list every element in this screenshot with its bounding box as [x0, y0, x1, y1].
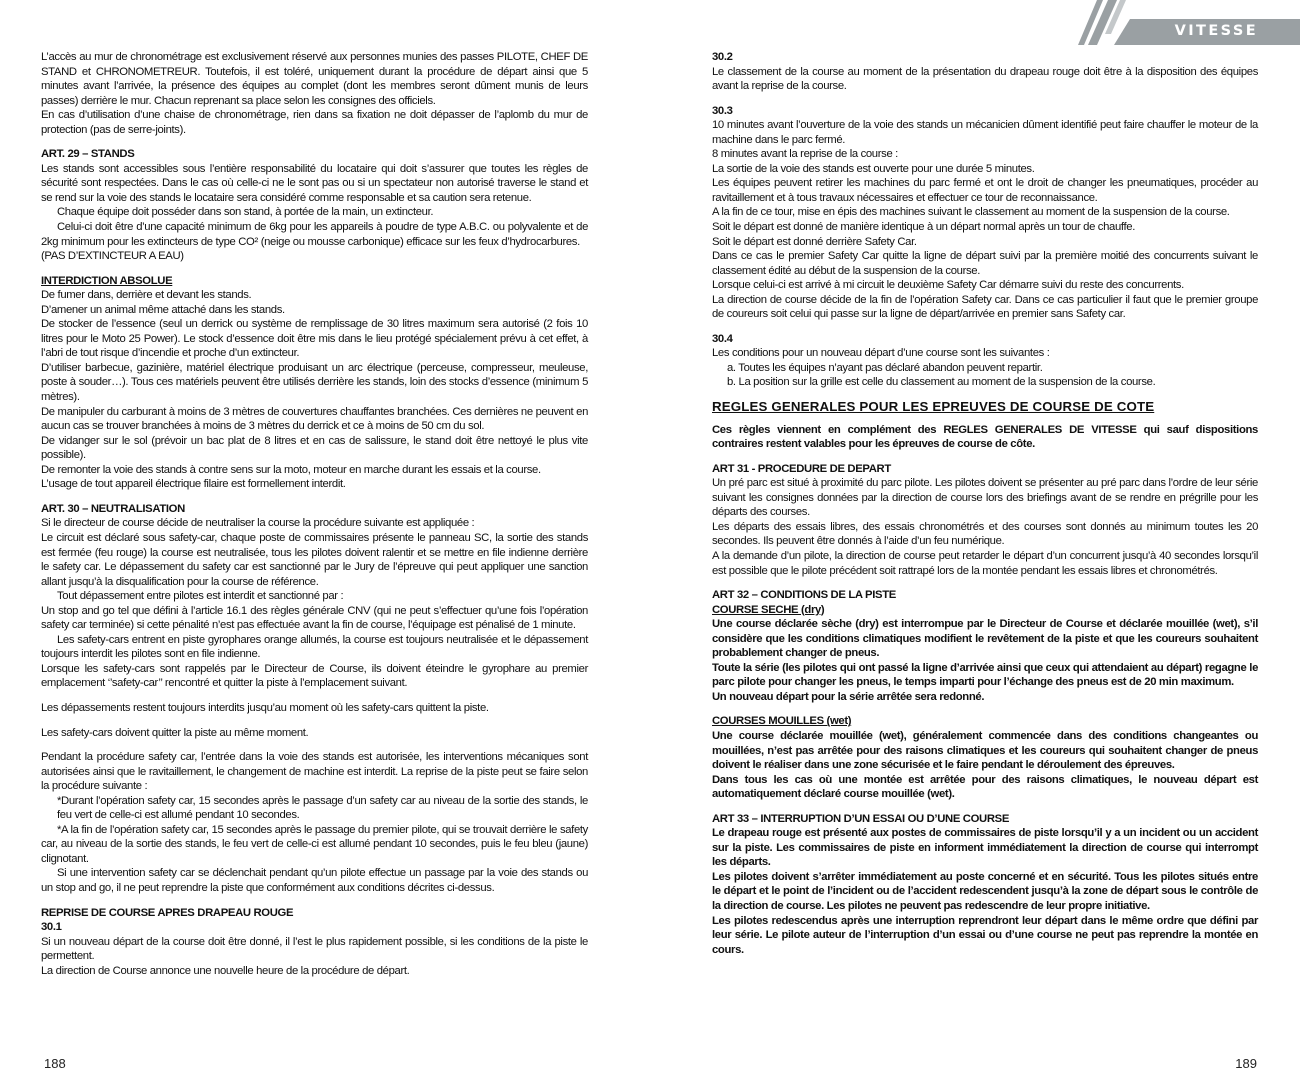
- section-intro: Ces règles viennent en complément des REGLES GENERALES DE VITESSE qui sauf dispositions contraires restent valables pour les épreuves de course de côte.: [712, 423, 1258, 451]
- art32-paragraph: Une course déclarée mouillée (wet), généralement commencée dans des conditions changeantes ou mouillées, n’est pas arrêtée pour des raisons climatiques et les coureurs qui souhaitent changer de pneus doivent le réaliser dans une zone sécurisée et le faire pendant le déroulement des épreuves.: [712, 729, 1258, 772]
- art30-paragraph: Tout dépassement entre pilotes est interdit et sanctionné par :: [57, 590, 344, 603]
- s304-paragraph: Les conditions pour un nouveau départ d’une course sont les suivantes :: [712, 347, 1050, 360]
- art32-subheading: COURSES MOUILLES (wet): [712, 715, 852, 728]
- art32-heading: ART 32 – CONDITIONS DE LA PISTE: [712, 589, 896, 602]
- art29-paragraph: (PAS D’EXTINCTEUR A EAU): [41, 250, 184, 263]
- banner-title: VITESSE: [1174, 23, 1258, 39]
- art30-paragraph: *Durant l’opération safety car, 15 secondes après le passage d’un safety car au niveau de la sortie des stands, le feu vert de celle-ci est allumé pendant 10 secondes.: [57, 794, 588, 822]
- interdiction-item: De remonter la voie des stands à contre sens sur la moto, moteur en marche durant les essais et la course.: [41, 463, 541, 476]
- art30-paragraph: Le circuit est déclaré sous safety-car, chaque poste de commissaires présente le panneau SC, la sortie des stands est fermée (feu rouge) la course est neutralisée, tous les pilotes doivent ralentir et se mettre en file indienne derrière le safety car. Le dépassement du safety car est sanctionné par le Jury de l’épreuve qui peut appliquer une sanction allant jusqu’à la disqualification pour la course de référence.: [41, 531, 588, 588]
- art29-paragraph: Chaque équipe doit posséder dans son stand, à portée de la main, un extincteur.: [57, 206, 434, 219]
- interdiction-item: De manipuler du carburant à moins de 3 mètres de couvertures chauffantes branchées. Ces dernières ne peuvent en aucun cas se trouver branchées à moins de 3 mètres du derrick et ce à moins de 50 cm du sol.: [41, 405, 588, 433]
- art33-paragraph: Le drapeau rouge est présenté aux postes de commissaires de piste lorsqu’il y a un incident ou un accident sur la piste. Les commissaires de piste en informent immédiatement la direction de course qui interrompt les départs.: [712, 827, 1258, 869]
- interdiction-item: De vidanger sur le sol (prévoir un bac plat de 8 litres et en cas de salissure, le stand doit être nettoyé le plus vite possible).: [41, 434, 588, 462]
- s303-heading: 30.3: [712, 104, 733, 117]
- art31-paragraph: Les départs des essais libres, des essais chronométrés et des courses sont donnés au minimum toutes les 20 secondes. Ils peuvent être donnés à l’aide d’un feu numérique.: [712, 520, 1258, 548]
- s303-line: La direction de course décide de la fin de l’opération Safety car. Dans ce cas particulier il faut que le premier groupe de coureurs soit celui qui passe sur la ligne de départ/arrivée en premier sans Safety car.: [712, 293, 1258, 321]
- interdiction-item: L’usage de tout appareil électrique filaire est formellement interdit.: [41, 478, 346, 491]
- s303-line: Dans ce cas le premier Safety Car quitte la ligne de départ suivi par la première moitié des concurrents suivant le classement édité au début de la suspension de la course.: [712, 250, 1258, 277]
- s303-line: Soit le départ est donné de manière identique à un départ normal après un tour de chauffe.: [712, 221, 1135, 234]
- reprise-heading: REPRISE DE COURSE APRES DRAPEAU ROUGE: [41, 906, 294, 919]
- art31-heading: ART 31 - PROCEDURE DE DEPART: [712, 462, 891, 475]
- s303-line: 10 minutes avant l’ouverture de la voie des stands un mécanicien dûment identifié peut faire chauffer le moteur de la machine dans le parc fermé.: [712, 119, 1258, 146]
- s303-line: A la fin de ce tour, mise en épis des machines suivant le classement au moment de la suspension de la course.: [712, 206, 1230, 219]
- right-page: [650, 0, 1300, 1092]
- s303-line: Les équipes peuvent retirer les machines du parc fermé et ont le droit de changer les pneumatiques, procéder au ravitaillement et à tous travaux nécessaires et effectuer ce tour de reconnaissance.: [712, 177, 1258, 204]
- art32-paragraph: Une course déclarée sèche (dry) est interrompue par le Directeur de Course et déclarée mouillée (wet), s’il considère que les conditions climatiques modifient le revêtement de la piste et que les coureurs souhaitent probablement changer de pneus.: [712, 618, 1258, 660]
- intro-paragraph: L’accès au mur de chronométrage est exclusivement réservé aux personnes munies des passes PILOTE, CHEF DE STAND et CHRONOMETREUR. Toutefois, il est toléré, uniquement durant la procédure de départ ainsi que 5 minutes avant l’arrivée, la présence des équipes au complet (dont les membres seront dûment munis de leurs passes) derrière le mur. Chacun reprenant sa place selon les consignes des officiels.: [41, 51, 588, 107]
- interdiction-item: De fumer dans, derrière et devant les stands.: [41, 289, 252, 302]
- art33-heading: ART 33 – INTERRUPTION D’UN ESSAI OU D’UNE COURSE: [712, 812, 1010, 825]
- interdiction-item: De stocker de l’essence (seul un derrick ou système de remplissage de 30 litres maximum sera autorisé (2 fois 10 litres pour le Moto 25 Power). Le stock d’essence doit être mis dans le lieu protégé spécialement prévu à cet effet, à l’abri de tout risque d’incendie et proche d’un extincteur.: [41, 318, 588, 360]
- art30-paragraph: Les safety-cars entrent en piste gyrophares orange allumés, la course est toujours neutralisée et le dépassement toujours interdit les pilotes sont en file indienne.: [41, 633, 588, 661]
- page-number: 189: [1235, 1056, 1257, 1071]
- s302-heading: 30.2: [712, 51, 733, 63]
- s303-line: Soit le départ est donné derrière Safety Car.: [712, 235, 917, 248]
- reprise-subheading: 30.1: [41, 921, 62, 934]
- s303-line: Lorsque celui-ci est arrivé à mi circuit le deuxième Safety Car démarre suivi du reste des concurrents.: [712, 279, 1184, 292]
- art30-paragraph: Les safety-cars doivent quitter la piste au même moment.: [41, 726, 309, 739]
- s303-line: La sortie de la voie des stands est ouverte pour une durée 5 minutes.: [712, 162, 1035, 175]
- s303-line: 8 minutes avant la reprise de la course :: [712, 148, 898, 161]
- left-column: [41, 50, 588, 978]
- page-number: 188: [44, 1056, 66, 1071]
- s304-item: a. Toutes les équipes n’ayant pas déclaré abandon peuvent repartir.: [727, 361, 1043, 374]
- art31-paragraph: A la demande d’un pilote, la direction de course peut retarder le départ d’un concurrent jusqu’à 40 secondes lorsqu’il est possible que le pilote précédent soit rattrapé lors de la montée pendant les essais libres et chronométrés.: [712, 549, 1258, 577]
- art29-paragraph: Les stands sont accessibles sous l’entière responsabilité du locataire qui doit s’assurer que toutes les règles de sécurité sont respectées. Dans le cas où celle-ci ne le sont pas ou si un spectateur non autorisé traverse le stand et se rend sur la voie des stands le locataire sera considéré comme responsable et sa caution sera retenue.: [41, 162, 588, 204]
- intro-paragraph: En cas d’utilisation d’une chaise de chronométrage, rien dans sa fixation ne doit dépasser de l’aplomb du mur de protection (pas de serre-joints).: [41, 109, 588, 136]
- reprise-paragraph: La direction de Course annonce une nouvelle heure de la procédure de départ.: [41, 964, 410, 977]
- art30-paragraph: Lorsque les safety-cars sont rappelés par le Directeur de Course, ils doivent éteindre le gyrophare au premier emplacement ‘’safety-car’’ rencontré et quitter la piste à l’emplacement suivant.: [41, 662, 588, 690]
- art30-heading: ART. 30 – NEUTRALISATION: [41, 502, 185, 515]
- s304-item: b. La position sur la grille est celle du classement au moment de la suspension de la course.: [727, 376, 1156, 389]
- interdiction-item: D’utiliser barbecue, gazinière, matériel électrique produisant un arc électrique (perceuse, compresseur, meuleuse, poste à souder…). Tous ces matériels peuvent être utilisés derrière les stands, loin des stocks d’essence (minimum 5 mètres).: [41, 361, 588, 404]
- s304-heading: 30.4: [712, 332, 733, 345]
- art32-subheading: COURSE SECHE (dry): [712, 603, 825, 616]
- art32-paragraph: Un nouveau départ pour la série arrêtée sera redonné.: [712, 690, 985, 703]
- section-title: REGLES GENERALES POUR LES EPREUVES DE COURSE DE COTE: [712, 399, 1155, 415]
- interdiction-item: D’amener un animal même attaché dans les stands.: [41, 303, 285, 316]
- art29-heading: ART. 29 – STANDS: [41, 148, 135, 161]
- interdiction-heading: INTERDICTION ABSOLUE: [41, 274, 173, 287]
- art30-paragraph: Un stop and go tel que défini à l’article 16.1 des règles générale CNV (qui ne peut s’effectuer qu’une fois l’opération safety car terminée) si cette pénalité n’est pas effectuée avant la fin de course, l’équipage est pénalisé de 1 minute.: [41, 604, 588, 632]
- art32-paragraph: Toute la série (les pilotes qui ont passé la ligne d’arrivée ainsi que ceux qui attendaient au départ) regagne le parc pilote pour changer les pneus, le temps imparti pour l’échange des pneus est de 20 min maximum.: [712, 661, 1258, 689]
- art30-paragraph: Si le directeur de course décide de neutraliser la course la procédure suivante est appliquée :: [41, 517, 475, 530]
- art29-paragraph: Celui-ci doit être d’une capacité minimum de 6kg pour les appareils à poudre de type A.B.C. ou polyvalente et de 2kg minimum pour les extincteurs de type CO² (neige ou mousse carbonique) efficace sur les feux d’hydrocarbures.: [41, 221, 588, 248]
- right-column: [712, 50, 1258, 957]
- art30-paragraph: Si une intervention safety car se déclenchait pendant qu’un pilote effectue un passage par la voie des stands ou un stop and go, il ne peut reprendre la piste que conformément aux conditions décrites ci-dessus.: [41, 867, 588, 894]
- art33-paragraph: Les pilotes doivent s’arrêter immédiatement au poste concerné et en sécurité. Tous les pilotes situés entre le départ et le point de l’incident ou de l’accident redescendent jusqu’à la zone de départ sous le contrôle de la direction de course. Les pilotes ne peuvent pas redescendre de leur propre initiative.: [712, 870, 1258, 912]
- s302-paragraph: Le classement de la course au moment de la présentation du drapeau rouge doit être à la disposition des équipes avant la reprise de la course.: [712, 65, 1258, 93]
- art31-paragraph: Un pré parc est situé à proximité du parc pilote. Les pilotes doivent se présenter au pré parc dans l’ordre de leur série suivant les consignes données par la direction de course lors des briefings avant de se rendre en prégrille pour les départs des courses.: [712, 477, 1258, 519]
- art30-paragraph: Les dépassements restent toujours interdits jusqu’au moment où les safety-cars quittent la piste.: [41, 701, 489, 714]
- art32-paragraph: Dans tous les cas où une montée est arrêtée pour des raisons climatiques, le nouveau départ est automatiquement déclaré course mouillée (wet).: [712, 773, 1258, 801]
- art30-paragraph: *A la fin de l’opération safety car, 15 secondes après le passage du premier pilote, qui se trouvait derrière le safety car, au niveau de la sortie des stands, le feu vert de celle-ci est allumé pendant 10 secondes, puis le feu bleu (jaune) clignotant.: [41, 823, 588, 865]
- art33-paragraph: Les pilotes redescendus après une interruption reprendront leur départ dans le même ordre que défini par leur série. Le pilote auteur de l’interruption d’un essai ou d’une course ne peut pas reprendre la montée en cours.: [712, 914, 1258, 956]
- reprise-paragraph: Si un nouveau départ de la course doit être donné, il l’est le plus rapidement possible, si les conditions de la piste le permettent.: [41, 935, 588, 963]
- art30-paragraph: Pendant la procédure safety car, l’entrée dans la voie des stands est autorisée, les interventions mécaniques sont autorisées ainsi que le ravitaillement, le changement de machine est interdit. La reprise de la piste peut se faire selon la procédure suivante :: [41, 751, 588, 793]
